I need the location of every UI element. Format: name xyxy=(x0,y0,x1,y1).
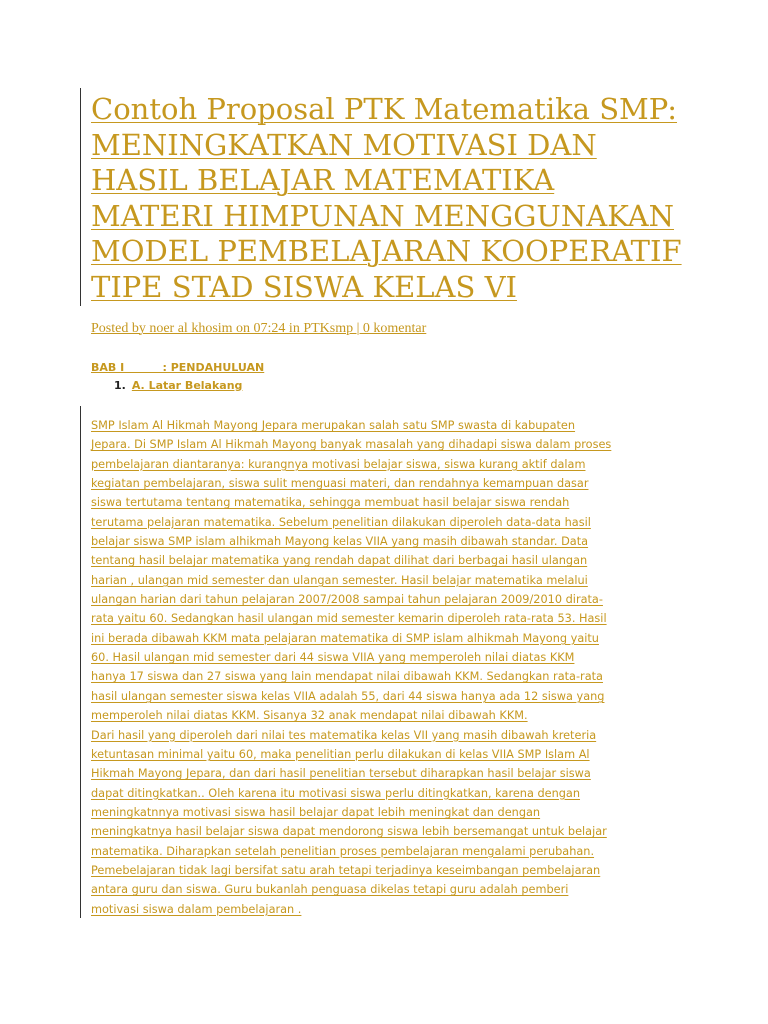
post-title-line: Contoh Proposal PTK Matematika SMP: xyxy=(91,92,678,126)
body-line: ketuntasan minimal yaitu 60, maka penelitian perlu dilakukan di kelas VIIA SMP Islam Al xyxy=(91,747,590,761)
body-line: harian , ulangan mid semester dan ulangan semester. Hasil belajar matematika melalui xyxy=(91,573,588,587)
body-line: antara guru dan siswa. Guru bukanlah penguasa dikelas tetapi guru adalah pemberi xyxy=(91,883,569,897)
list-number: 1. xyxy=(114,379,126,392)
body-line: terutama pelajaran matematika. Sebelum penelitian dilakukan diperoleh data-data hasil xyxy=(91,515,591,529)
body-line: matematika. Diharapkan setelah penelitian proses pembelajaran mengalami perubahan. xyxy=(91,844,595,858)
post-title-line: MODEL PEMBELAJARAN KOOPERATIF xyxy=(91,234,682,268)
post-title-line: TIPE STAD SISWA KELAS VI xyxy=(91,269,517,304)
body-line: pembelajaran diantaranya: kurangnya motivasi belajar siswa, siswa kurang aktif dalam xyxy=(91,457,586,471)
body-line: ini berada dibawah KKM mata pelajaran matematika di SMP islam alhikmah Mayong yaitu xyxy=(91,631,599,645)
body-line: SMP Islam Al Hikmah Mayong Jepara merupakan salah satu SMP swasta di kabupaten xyxy=(91,419,576,432)
body-line: Jepara. Di SMP Islam Al Hikmah Mayong banyak masalah yang dihadapi siswa dalam proses xyxy=(91,438,612,452)
post-title-link[interactable] xyxy=(91,92,701,305)
post-title-line: MATERI HIMPUNAN MENGGUNAKAN xyxy=(91,198,675,233)
body-line: tentang hasil belajar matematika yang rendah dapat dilihat dari berbagai hasil ulangan xyxy=(91,554,588,568)
section-list-item xyxy=(114,379,242,393)
body-line: Pemebelajaran tidak lagi bersifat satu arah tetapi terjadinya keseimbangan pembelajaran xyxy=(91,863,601,877)
body-line: memperoleh nilai diatas KKM. Sisanya 32 anak mendapat nilai dibawah KKM. xyxy=(91,709,528,723)
body-line: ulangan harian dari tahun pelajaran 2007/2008 sampai tahun pelajaran 2009/2010 dirata- xyxy=(91,593,603,607)
left-border-rule-body xyxy=(80,406,81,918)
post-title-line: HASIL BELAJAR MATEMATIKA xyxy=(91,163,555,197)
body-line: siswa tertutama tentang matematika, sehingga membuat hasil belajar siswa rendah xyxy=(91,496,570,510)
body-line: Dari hasil yang diperoleh dari nilai tes matematika kelas VII yang masih dibawah kreteria xyxy=(91,728,597,742)
body-line: dapat ditingkatkan.. Oleh karena itu motivasi siswa perlu ditingkatkan, karena dengan xyxy=(91,786,581,800)
body-line: kegiatan pembelajaran, siswa sulit menguasi materi, dan rendahnya kemampuan dasar xyxy=(91,477,589,491)
body-line: rata yaitu 60. Sedangkan hasil ulangan mid semester kemarin diperoleh rata-rata 53. Hasil xyxy=(91,612,607,626)
section-link[interactable]: A. Latar Belakang xyxy=(131,379,243,392)
body-line: meningkatnnya motivasi siswa hasil belajar dapat lebih meningkat dan dengan xyxy=(91,805,541,819)
body-text xyxy=(91,416,701,919)
body-line: 60. Hasil ulangan mid semester dari 44 siswa VIIA yang memperoleh nilai diatas KKM xyxy=(91,651,575,665)
body-line: hasil ulangan semester siswa kelas VIIA adalah 55, dari 44 siswa hanya ada 12 siswa yang xyxy=(91,689,605,703)
post-title-line: MENINGKATKAN MOTIVASI DAN xyxy=(91,127,597,162)
post-meta-link[interactable]: Posted by noer al khosim on 07:24 in PTKsmp | 0 komentar xyxy=(91,321,427,336)
body-line: motivasi siswa dalam pembelajaran . xyxy=(91,902,302,916)
body-line: Hikmah Mayong Jepara, dan dari hasil penelitian tersebut diharapkan hasil belajar siswa xyxy=(91,767,591,781)
body-line: hanya 17 siswa dan 27 siswa yang lain mendapat nilai dibawah KKM. Sedangkan rata-rata xyxy=(91,670,603,684)
chapter-heading: BAB I : PENDAHULUAN xyxy=(91,361,265,374)
body-line: meningkatnya hasil belajar siswa dapat mendorong siswa lebih bersemangat untuk belajar xyxy=(91,825,607,839)
body-line: belajar siswa SMP islam alhikmah Mayong kelas VIIA yang masih dibawah standar. Data xyxy=(91,535,589,549)
left-border-rule-title xyxy=(80,88,81,306)
